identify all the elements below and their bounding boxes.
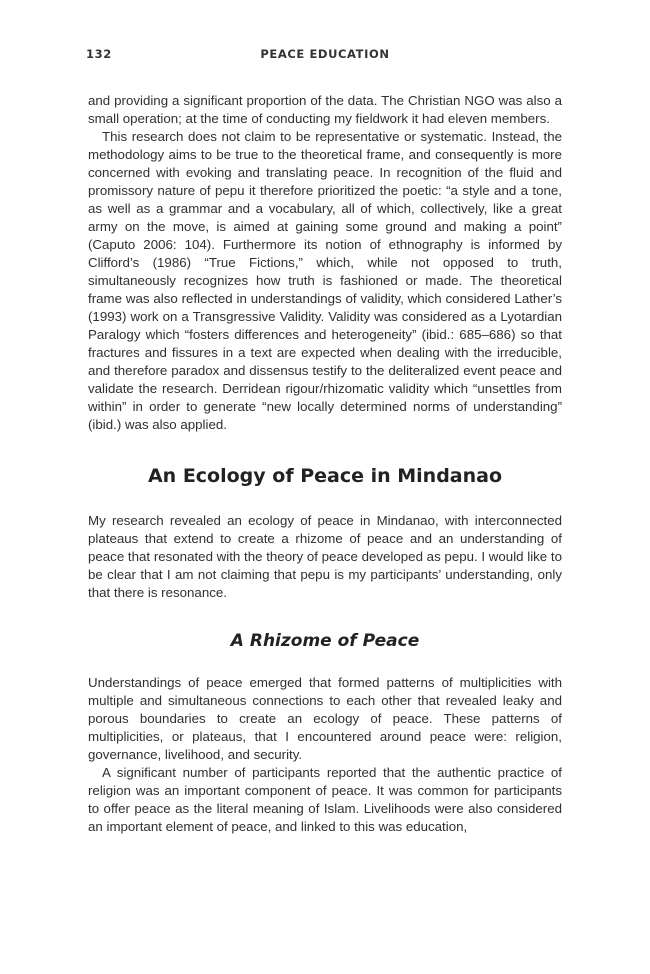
running-title: PEACE EDUCATION — [260, 47, 390, 61]
body-text — [88, 92, 562, 836]
paragraph: and providing a significant proportion of the data. The Christian NGO was also a small operation; at the time of conducting my fieldwork it had eleven members. — [88, 93, 562, 126]
paragraph: Understandings of peace emerged that formed patterns of multiplicities with multiple and simultaneous connections to each other that revealed leaky and porous boundaries to create an ecology of peace. These patterns of multiplicities, or plateaus, that I encountered around peace were: religion, governance, livelihood, and security. — [88, 675, 562, 762]
subsection-heading: A Rhizome of Peace — [230, 631, 420, 651]
section-heading-wrap — [88, 464, 562, 488]
paragraph: My research revealed an ecology of peace in Mindanao, with interconnected plateaus that extend to create a rhizome of peace and an understanding of peace that resonated with the theory of peace developed as pepu. I would like to be clear that I am not claiming that pepu is my participants’ understanding, only that there is resonance. — [88, 513, 562, 600]
paragraph: This research does not claim to be representative or systematic. Instead, the methodology aims to be true to the theoretical frame, and consequently is more concerned with evoking and translating peace. In recognition of the fluid and promissory nature of pepu it therefore prioritized the poetic: “a style and a tone, as well as a grammar and a vocabulary, all of which, collectively, like a great army on the move, is aimed at gaining some ground and making a point” (Caputo 2006: 104). Furthermore its notion of ethnography is informed by Clifford’s (1986) “True Fictions,” which, while not opposed to truth, simultaneously recognizes how truth is fashioned or made. The theoretical frame was also reflected in understandings of validity, which considered Lather’s (1993) work on a Transgressive Validity. Validity was considered as a Lyotardian Paralogy which “fosters differences and heterogeneity” (ibid.: 685–686) so that fractures and fissures in a text are expected when dealing with the irreducible, and therefore paradox and dissensus testify to the deliteralized event peace and validate the research. Derridean rigour/rhizomatic validity which “unsettles from within” in order to generate “new locally determined norms of understanding” (ibid.) was also applied. — [88, 129, 562, 432]
book-page — [88, 0, 562, 974]
page-number: 132 — [86, 47, 112, 61]
running-head — [88, 47, 562, 65]
section-heading: An Ecology of Peace in Mindanao — [147, 465, 503, 487]
paragraph: A significant number of participants reported that the authentic practice of religion was an important component of peace. It was common for participants to offer peace as the literal meaning of Islam. Livelihoods were also considered an important element of peace, and linked to this was education, — [88, 765, 562, 834]
subsection-heading-wrap — [88, 630, 562, 652]
